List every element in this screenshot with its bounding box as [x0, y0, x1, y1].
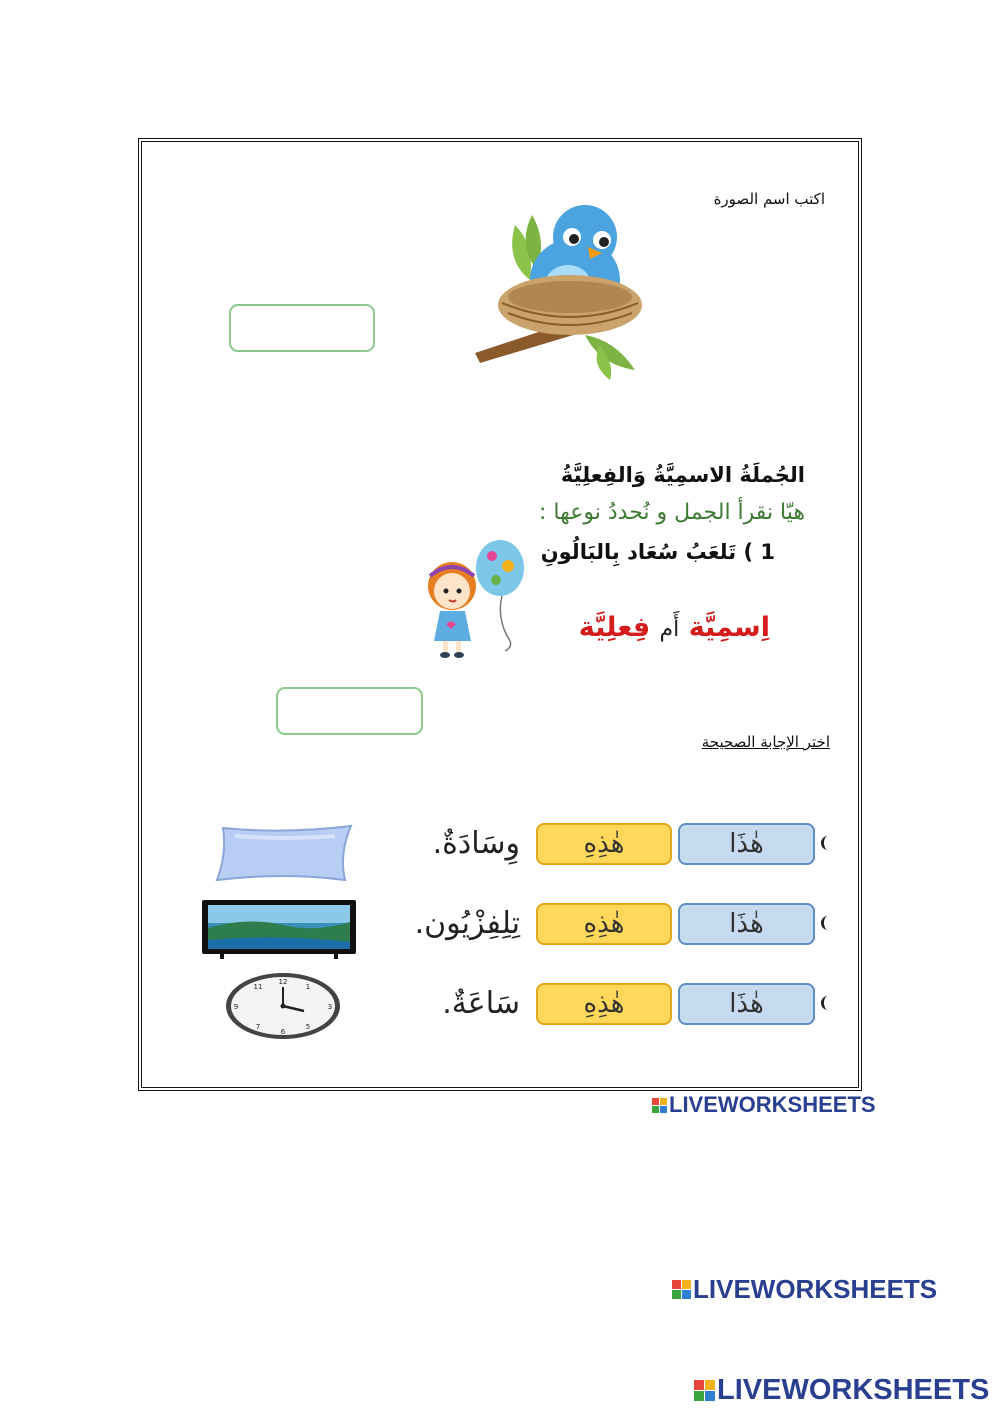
sentence-text: تَلعَبُ سُعَاد بِالبَالُونِ	[540, 540, 737, 564]
girl-balloon-image	[412, 536, 527, 661]
liveworksheets-logo	[694, 1374, 989, 1407]
write-image-name-label: اكتب اسم الصورة	[713, 190, 825, 208]
lesson-heading: الجُملَةُ الاسمِيَّةُ وَالفِعلِيَّةُ	[560, 463, 805, 487]
this-masc-option[interactable]: هٰذَا	[678, 983, 815, 1025]
logo-text: LIVEWORKSHEETS	[693, 1274, 938, 1304]
sentence-number: 1 )	[743, 540, 775, 564]
svg-text:12: 12	[278, 978, 288, 986]
row-bullet	[821, 916, 830, 930]
lesson-subheading: هيّا نقرأ الجمل و نُحددُ نوعها :	[539, 500, 805, 525]
liveworksheets-logo	[652, 1092, 876, 1118]
this-masc-option[interactable]: هٰذَا	[678, 823, 815, 865]
row-bullet	[821, 836, 830, 850]
choice-verbal[interactable]: فِعلِيَّة	[578, 612, 651, 643]
this-fem-option[interactable]: هٰذِهِ	[536, 983, 672, 1025]
svg-text:7: 7	[255, 1023, 261, 1031]
bird-nest-image	[470, 195, 655, 385]
nominal-or-verbal-choice	[560, 612, 770, 643]
choice-or: أَم	[659, 617, 680, 642]
row-word-television: تِلِفِزْيُون.	[414, 906, 520, 941]
sentence-type-answer-field[interactable]	[276, 687, 423, 735]
this-fem-option[interactable]: هٰذِهِ	[536, 903, 672, 945]
svg-text:9: 9	[233, 1003, 239, 1011]
svg-text:3: 3	[327, 1003, 333, 1011]
logo-mark-icon	[694, 1380, 715, 1401]
row-word-clock: سَاعَةٌ.	[442, 986, 520, 1021]
pillow-image	[215, 822, 355, 884]
this-masc-option[interactable]: هٰذَا	[678, 903, 815, 945]
television-image	[200, 898, 358, 960]
select-correct-label: اختر الإجابة الصحيحة	[701, 733, 830, 751]
logo-mark-icon	[672, 1280, 691, 1299]
logo-text: LIVEWORKSHEETS	[669, 1092, 876, 1117]
clock-image	[224, 971, 342, 1041]
choice-nominal[interactable]: اِسمِيَّة	[688, 612, 770, 643]
svg-text:11: 11	[253, 983, 263, 991]
logo-mark-icon	[652, 1098, 667, 1113]
svg-text:1: 1	[305, 983, 311, 991]
row-bullet	[821, 996, 830, 1010]
liveworksheets-logo	[672, 1274, 937, 1305]
bird-answer-field[interactable]	[229, 304, 375, 352]
svg-text:6: 6	[280, 1028, 286, 1036]
this-fem-option[interactable]: هٰذِهِ	[536, 823, 672, 865]
row-word-pillow: وِسَادَةٌ.	[432, 826, 520, 861]
svg-text:5: 5	[305, 1023, 311, 1031]
logo-text: LIVEWORKSHEETS	[717, 1374, 990, 1406]
